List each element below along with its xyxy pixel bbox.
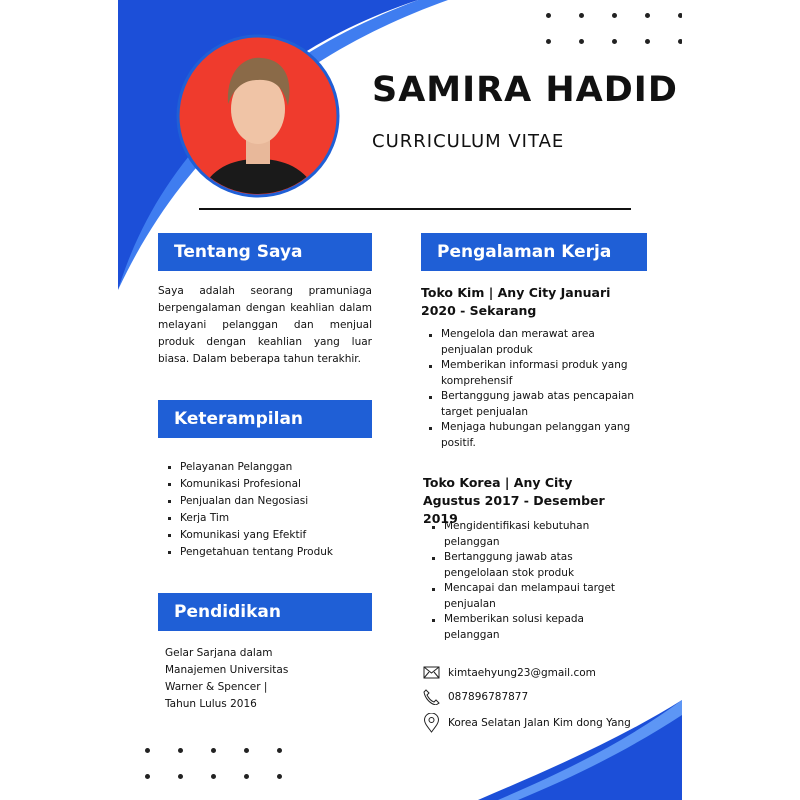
experience-header: Pengalaman Kerja [421,233,647,271]
email-text: kimtaehyung23@gmail.com [448,666,596,679]
location-pin-icon [423,713,440,733]
mail-icon [423,666,440,679]
job-heading: Toko Korea | Any City Agustus 2017 - Desember 2019 [423,475,605,526]
skill-item: Pengetahuan tentang Produk [164,544,374,561]
education-line: Tahun Lulus 2016 [165,698,257,710]
skills-list [164,459,374,561]
duty-item: Mengidentifikasi kebutuhan pelanggan [428,519,628,550]
phone-icon [423,689,440,705]
address-text: Korea Selatan Jalan Kim dong Yang [448,717,631,729]
duty-item: Bertanggung jawab atas pengelolaan stok produk [428,550,628,581]
profile-photo [176,34,340,198]
name-title: SAMIRA HADID [372,70,678,110]
job-duties [428,519,628,643]
skill-item: Komunikasi Profesional [164,476,374,493]
skill-item: Kerja Tim [164,510,374,527]
skill-item: Komunikasi yang Efektif [164,527,374,544]
about-text: Saya adalah seorang pramuniaga berpengalaman dengan keahlian dalam melayani pelanggan dan menjual produk dengan keahlian yang luar biasa. Dalam beberapa tahun terakhir. [158,285,372,365]
skills-header: Keterampilan [158,400,372,438]
contact-address [423,713,631,733]
education-line: Gelar Sarjana dalam [165,647,273,659]
duty-item: Mengelola dan merawat area penjualan produk [425,327,640,358]
divider [199,208,631,210]
education-header: Pendidikan [158,593,372,631]
dot-pattern-top [546,13,682,44]
education-text [165,645,288,713]
subtitle: CURRICULUM VITAE [372,131,565,152]
contact-email [423,666,596,679]
duty-item: Memberikan solusi kepada pelanggan [428,612,628,643]
skill-item: Penjualan dan Negosiasi [164,493,374,510]
job-heading: Toko Kim | Any City Januari 2020 - Sekarang [421,285,611,318]
about-header: Tentang Saya [158,233,372,271]
duty-item: Menjaga hubungan pelanggan yang positif. [425,420,640,451]
skill-item: Pelayanan Pelanggan [164,459,374,476]
dot-pattern-bottom [145,748,285,779]
education-line: Warner & Spencer | [165,681,268,693]
phone-text: 087896787877 [448,691,529,703]
education-line: Manajemen Universitas [165,664,289,676]
cv-page [118,0,682,800]
contact-phone [423,689,528,705]
duty-item: Memberikan informasi produk yang komprehensif [425,358,640,389]
job-duties [425,327,640,451]
duty-item: Bertanggung jawab atas pencapaian target penjualan [425,389,640,420]
duty-item: Mencapai dan melampaui target penjualan [428,581,628,612]
